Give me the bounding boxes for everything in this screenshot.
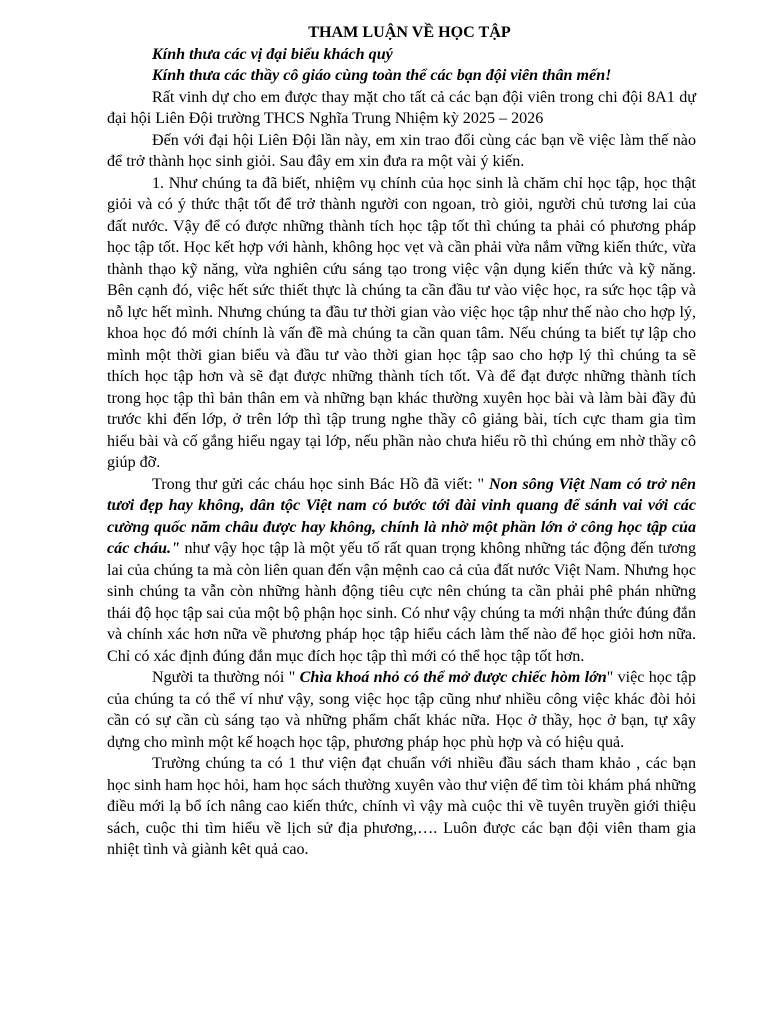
point-one-paragraph: 1. Như chúng ta đã biết, nhiệm vụ chính của học sinh là chăm chỉ học tập, học thật giỏi và có ý thức thật tốt để trở thành người con ngoan, trò giỏi, người chủ tương lai của đất nước. Vậy để có được những thành tích học tập tốt thì chúng ta phải có phương pháp học tập tốt. Học kết hợp với hành, không học vẹt và cần phải vừa nắm vững kiến thức, vừa thành thạo kỹ năng, vừa nghiên cứu sáng tạo trong việc vận dụng kiến thức và kỹ năng. Bên cạnh đó, việc hết sức thiết thực là chúng ta cần đầu tư vào việc học, ra sức học tập và nỗ lực hết mình. Nhưng chúng ta đầu tư thời gian vào việc học tập như thế nào cho hợp lý, khoa học đó mới chính là vấn đề mà chúng ta cần quan tâm. Nếu chúng ta biết tự lập cho mình một thời gian biểu và đầu tư vào thời gian học tập sao cho hợp lý thì chúng ta sẽ thích học tập hơn và sẽ đạt được những thành tích tốt. Và để đạt được những thành tích trong học tập thì bản thân em và những bạn khác thường xuyên học bài và làm bài đầy đủ trước khi đến lớp, ở trên lớp thì tập trung nghe thầy cô giảng bài, tích cực tham gia tìm hiểu bài và cố gắng hiểu ngay tại lớp, nếu phần nào chưa hiểu rõ thì chúng em nhờ thầy cô giúp đỡ. (107, 174, 696, 471)
bac-ho-paragraph (107, 474, 696, 668)
topic-paragraph: Đến với đại hội Liên Đội lần này, em xin trao đổi cùng các bạn về việc làm thế nào để trở thành học sinh giỏi. Sau đây em xin đưa ra một vài ý kiến. (107, 131, 696, 170)
proverb-rest: " việc học tập của chúng ta có thể ví như vậy, song việc học tập cũng như nhiều công việc khác đòi hỏi cần có sự cần cù sáng tạo và những phẩm chất khác nữa. Học ở thầy, học ở bạn, tự xây dựng cho mình một kế hoạch học tập, phương pháp học phù hợp và có hiệu quả. (107, 669, 696, 751)
greeting-teachers: Kính thưa các thầy cô giáo cùng toàn thể các bạn đội viên thân mến! (152, 67, 612, 84)
bac-ho-rest: như vậy học tập là một yếu tố rất quan trọng không những tác động đến tương lai của chúng ta mà còn liên quan đến vận mệnh cao cả của đất nước Việt Nam. Nhưng học sinh chúng ta vẫn còn những hành động tiêu cực nên chúng ta cần phải phê phán những thái độ học tập sai của một bộ phận học sinh. Có như vậy chúng ta mới nhận thức đúng đắn và chính xác hơn nữa về phương pháp học tập hiểu cách làm thế nào để học giỏi hơn nữa. Chỉ có xác định đúng đắn mục đích học tập thì mới có thể học tập tốt hơn. (107, 540, 696, 665)
intro-paragraph: Rất vinh dự cho em được thay mặt cho tất cả các bạn đội viên trong chi đội 8A1 dự đại hội Liên Đội trường THCS Nghĩa Trung Nhiệm kỳ 2025 – 2026 (107, 88, 696, 127)
proverb-paragraph (107, 667, 696, 753)
library-paragraph: Trường chúng ta có 1 thư viện đạt chuẩn với nhiều đầu sách tham khảo , các bạn học sinh ham học hỏi, ham học sách thường xuyên vào thư viện để tìm tòi khám phá những điều mới lạ bổ ích nâng cao kiến thức, chính vì vậy mà cuộc thi về tuyên truyền giới thiệu sách, cuộc thi tìm hiểu về lịch sử địa phương,…. Luôn được các bạn đội viên tham gia nhiệt tình và giành kêt quả cao. (107, 755, 696, 858)
greeting-guests: Kính thưa các vị đại biểu khách quý (152, 45, 393, 63)
proverb-lead: Người ta thường nói " (152, 669, 300, 686)
bac-ho-quote: Non sông Việt Nam có trở nên tươi đẹp hay không, dân tộc Việt nam có bước tới đài vinh quang để sánh vai với các cường quốc năm châu được hay không, chính là nhờ một phần lớn ở công học tập của các cháu." (107, 475, 696, 557)
bac-ho-lead: Trong thư gửi các cháu học sinh Bác Hồ đã viết: " (152, 475, 489, 493)
proverb-quote: Chìa khoá nhỏ có thể mở được chiếc hòm lớn (299, 669, 607, 686)
document-title: THAM LUẬN VỀ HỌC TẬP (308, 24, 511, 41)
